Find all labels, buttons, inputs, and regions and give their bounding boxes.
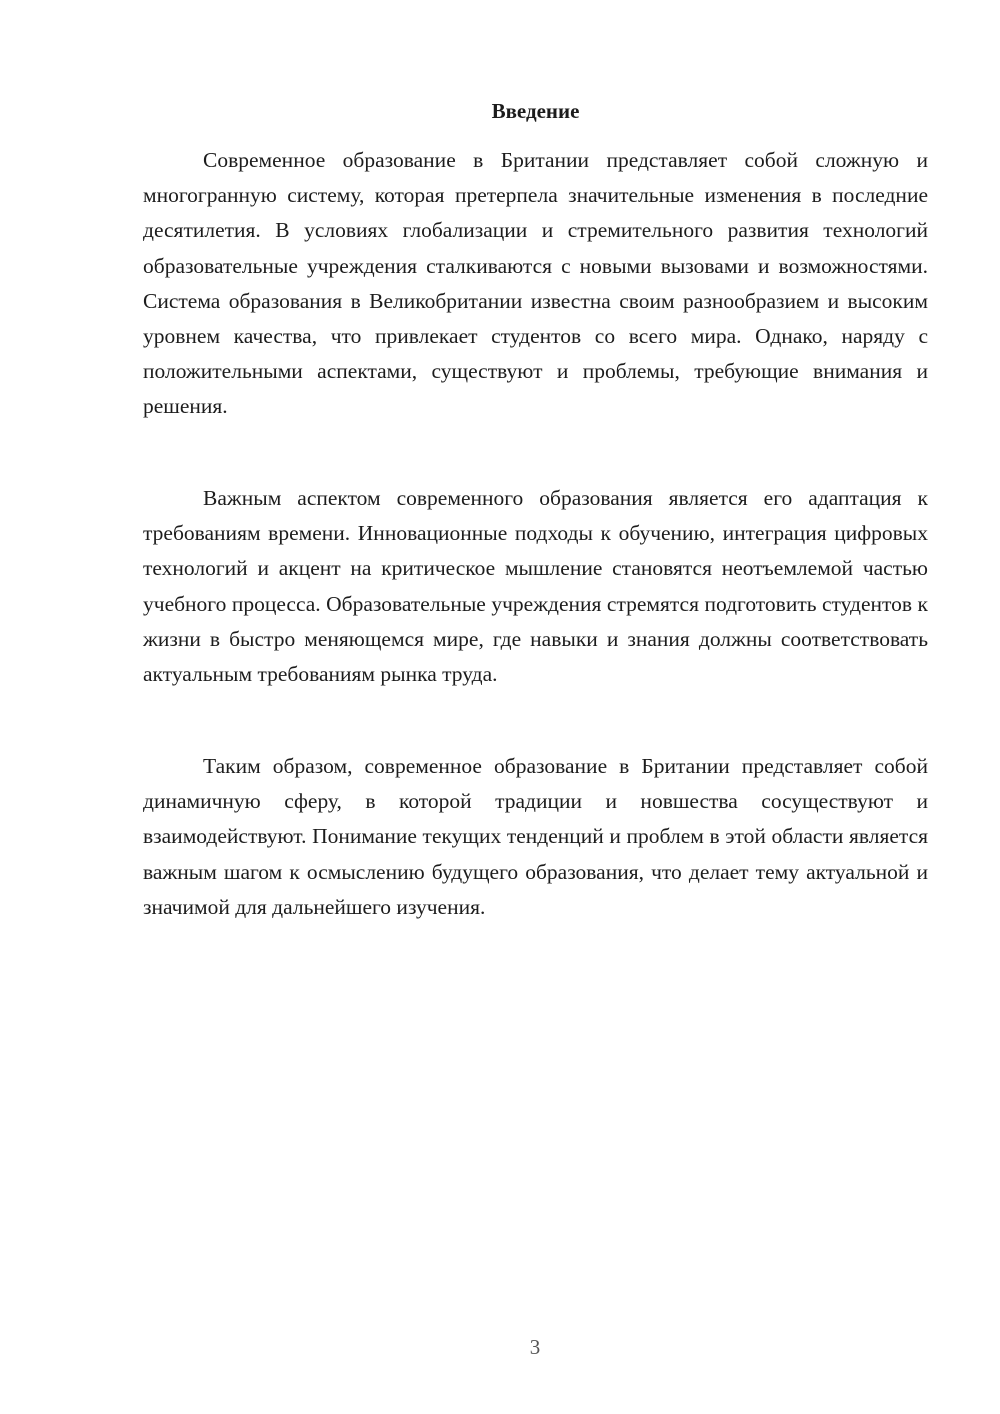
section-title: Введение [491,99,580,123]
page-number: 3 [529,1335,541,1359]
paragraph-1: Современное образование в Британии представляет собой сложную и многогранную систему, которая претерпела значительные изменения в последние десятилетия. В условиях глобализации и стремительного развития технологий образовательные учреждения сталкиваются с новыми вызовами и возможностями. Система образования в Великобритании известна своим разнообразием и высоким уровнем качества, что привлекает студентов со всего мира. Однако, наряду с положительными аспектами, существуют и проблемы, требующие внимания и решения. [143,148,928,419]
paragraph-2: Важным аспектом современного образования является его адаптация к требованиям времени. Инновационные подходы к обучению, интеграция цифровых технологий и акцент на критическое мышление становятся неотъемлемой частью учебного процесса. Образовательные учреждения стремятся подготовить студентов к жизни в быстро меняющемся мире, где навыки и знания должны соответствовать актуальным требованиям рынка труда. [143,486,928,687]
paragraph-3: Таким образом, современное образование в Британии представляет собой динамичную сферу, в которой традиции и новшества сосуществуют и взаимодействуют. Понимание текущих тенденций и проблем в этой области является важным шагом к осмыслению будущего образования, что делает тему актуальной и значимой для дальнейшего изучения. [143,754,928,919]
